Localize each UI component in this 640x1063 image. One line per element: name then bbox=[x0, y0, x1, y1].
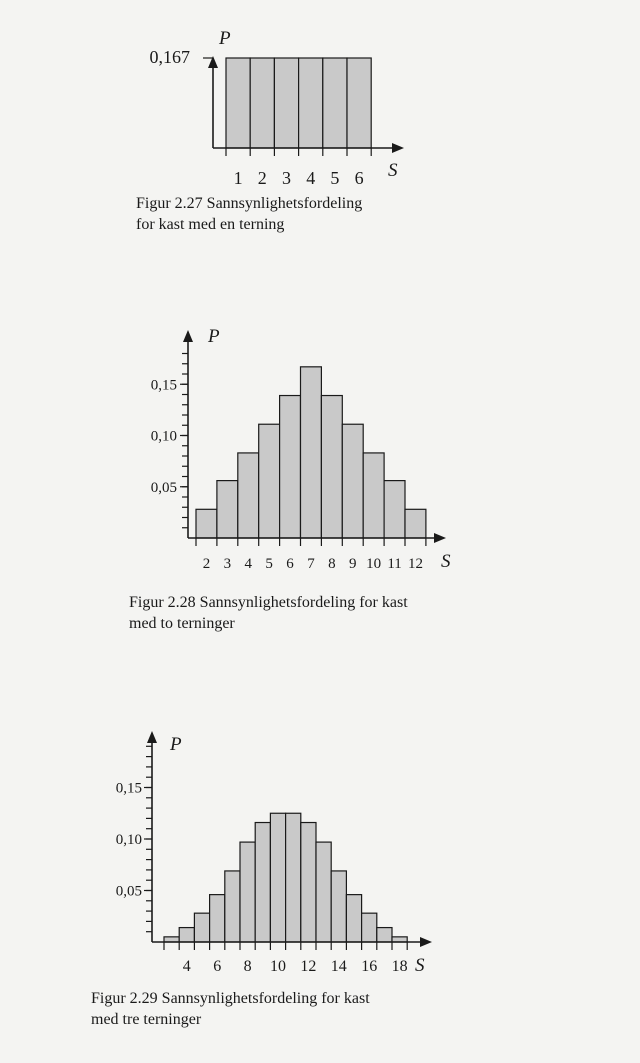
bar-s-4 bbox=[179, 928, 194, 942]
x-axis-label: S bbox=[388, 160, 398, 181]
x-tick-label: 1 bbox=[233, 168, 243, 188]
y-tick-label: 0,10 bbox=[150, 428, 177, 445]
x-tick-label: 12 bbox=[300, 958, 317, 975]
bar-s-14 bbox=[331, 871, 346, 942]
x-tick-label: 6 bbox=[213, 958, 222, 975]
x-tick-label: 4 bbox=[244, 556, 252, 572]
caption-one-die: Figur 2.27 Sannsynlighetsfordeling for kast med en terning bbox=[136, 195, 363, 233]
x-tick-label: 8 bbox=[328, 556, 336, 572]
x-tick-label: 6 bbox=[354, 168, 364, 188]
bar-s-10 bbox=[270, 813, 285, 942]
x-axis-label: S bbox=[415, 955, 425, 976]
x-tick-label: 3 bbox=[282, 168, 291, 188]
y-axis-label: P bbox=[208, 326, 220, 347]
y-tick-label: 0,10 bbox=[115, 832, 142, 848]
x-axis-label: S bbox=[441, 551, 451, 572]
x-tick-label: 4 bbox=[306, 168, 316, 188]
x-tick-label: 18 bbox=[391, 958, 408, 975]
x-tick-label: 10 bbox=[366, 556, 382, 572]
y-tick-label: 0,167 bbox=[149, 47, 190, 67]
caption-two-dice: Figur 2.28 Sannsynlighetsfordeling for kast med to terninger bbox=[129, 594, 408, 632]
x-axis-arrow bbox=[420, 937, 432, 947]
x-tick-label: 16 bbox=[361, 958, 378, 975]
bar-s-9 bbox=[255, 823, 270, 942]
x-tick-label: 4 bbox=[182, 958, 191, 975]
y-axis-label: P bbox=[170, 734, 182, 755]
bar-s-6 bbox=[210, 895, 225, 942]
x-tick-label: 5 bbox=[330, 168, 340, 188]
bar-s-5 bbox=[194, 913, 209, 942]
caption-three-dice: Figur 2.29 Sannsynlighetsfordeling for kast med tre terninger bbox=[91, 990, 370, 1028]
bar-s-17 bbox=[377, 928, 392, 942]
y-tick-label: 0,15 bbox=[150, 377, 177, 394]
y-tick-label: 0,15 bbox=[115, 780, 142, 797]
bar-s-7 bbox=[225, 871, 240, 942]
x-tick-label: 5 bbox=[265, 556, 273, 572]
bar-s-8 bbox=[240, 842, 255, 942]
x-tick-label: 10 bbox=[270, 958, 286, 975]
y-tick-label: 0,05 bbox=[115, 883, 142, 900]
x-tick-label: 2 bbox=[202, 556, 211, 572]
x-tick-label: 7 bbox=[307, 556, 315, 572]
x-tick-label: 11 bbox=[387, 556, 402, 572]
x-tick-label: 8 bbox=[243, 958, 252, 975]
bar-s-13 bbox=[316, 842, 331, 942]
x-tick-label: 14 bbox=[330, 958, 347, 975]
bar-s-15 bbox=[346, 895, 361, 942]
y-axis-arrow bbox=[147, 731, 157, 743]
bar-s-12 bbox=[301, 823, 316, 942]
x-tick-label: 3 bbox=[223, 556, 232, 572]
y-axis-label: P bbox=[219, 28, 231, 49]
bar-s-11 bbox=[286, 813, 301, 942]
x-tick-label: 2 bbox=[257, 168, 267, 188]
x-tick-label: 9 bbox=[349, 556, 357, 572]
x-tick-label: 12 bbox=[407, 556, 423, 572]
y-tick-label: 0,05 bbox=[150, 479, 177, 496]
bar-s-16 bbox=[362, 913, 377, 942]
x-tick-label: 6 bbox=[286, 556, 294, 572]
